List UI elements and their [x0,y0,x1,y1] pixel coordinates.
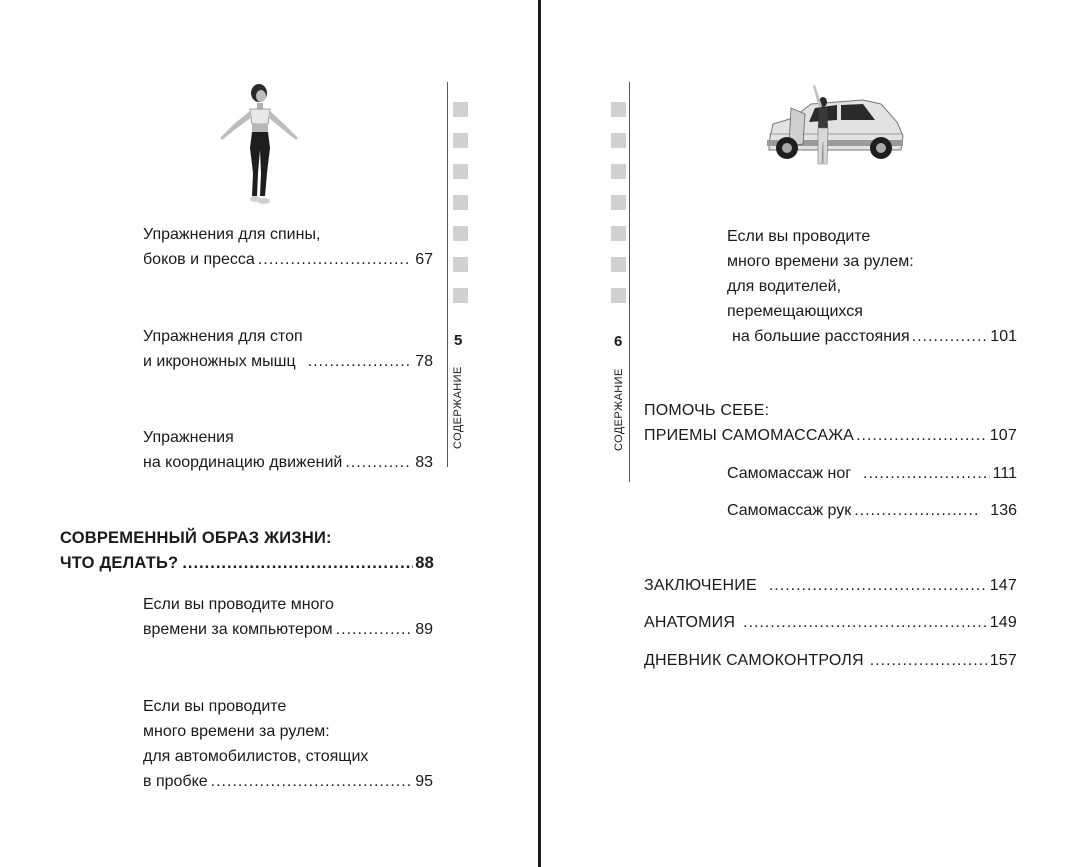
chapter-line: ПОМОЧЬ СЕБЕ: [644,402,770,419]
entry-line: времени за компьютером [143,621,333,638]
entry-line: Упражнения для стоп [143,328,303,345]
entry-line: много времени за рулем: [143,723,330,740]
section-label: СОДЕРЖАНИЕ [452,366,464,449]
toc-entry[interactable] [143,222,433,272]
right-page [541,0,1078,867]
toc-chapter[interactable] [644,648,1017,673]
leader-dots [211,769,410,794]
left-page [0,0,538,867]
marker-square [453,164,468,179]
toc-entry[interactable] [727,498,1017,523]
toc-chapter[interactable] [644,610,1017,635]
marker-square [611,257,626,272]
marker-square [453,288,468,303]
entry-page: 111 [992,465,1017,482]
entry-line: на большие расстояния [732,328,910,345]
marker-square [453,257,468,272]
toc-entry[interactable] [143,324,433,374]
entry-page: 78 [415,353,433,370]
leader-dots [870,648,987,673]
page-number: 5 [454,332,463,349]
marker-square [611,164,626,179]
leader-dots [345,450,410,475]
entry-line: Упражнения [143,429,234,446]
leader-dots [182,551,413,576]
section-label: СОДЕРЖАНИЕ [613,368,625,451]
leader-dots [856,423,988,448]
entry-page: 83 [415,454,433,471]
toc-entry[interactable] [727,461,1017,486]
chapter-line: АНАТОМИЯ [644,614,736,631]
toc-entry[interactable] [143,592,433,642]
entry-line: и икроножных мышц [143,353,296,370]
entry-page: 89 [415,621,433,638]
toc-chapter[interactable] [60,526,434,576]
toc-entry[interactable] [143,694,433,794]
toc-chapter[interactable] [644,398,1017,448]
leader-dots [336,617,410,642]
marker-square [611,288,626,303]
marker-square [453,133,468,148]
chapter-page: 147 [989,577,1017,594]
entry-line: боков и пресса [143,251,255,268]
entry-line: Если вы проводите много [143,596,334,613]
entry-line: много времени за рулем: [727,253,914,270]
leader-dots [769,573,987,598]
entry-line: Если вы проводите [727,228,871,245]
page-number: 6 [614,333,623,350]
chapter-line: СОВРЕМЕННЫЙ ОБРАЗ ЖИЗНИ: [60,529,332,547]
leader-dots [258,247,410,272]
leader-dots [743,610,987,635]
chapter-page: 88 [415,554,434,572]
marker-square [611,133,626,148]
entry-line: на координацию движений [143,454,343,471]
entry-page: 136 [990,502,1017,519]
leader-dots [854,498,978,523]
entry-page: 67 [415,251,433,268]
entry-line: для автомобилистов, стоящих [143,748,369,765]
leader-dots [912,324,989,349]
entry-line: Упражнения для спины, [143,226,321,243]
woman-with-car-illustration [763,84,908,170]
entry-line: Если вы проводите [143,698,287,715]
marker-square [611,102,626,117]
marker-square [453,102,468,117]
leader-dots [308,349,410,374]
chapter-line: ЗАКЛЮЧЕНИЕ [644,577,757,594]
marker-square [453,226,468,241]
marker-square [611,226,626,241]
entry-line: перемещающихся [727,303,863,320]
entry-line: для водителей, [727,278,842,295]
chapter-line: ЧТО ДЕЛАТЬ? [60,554,179,572]
toc-entry[interactable] [727,224,1017,349]
leader-dots [863,461,990,486]
toc-entry[interactable] [143,425,433,475]
marker-square [611,195,626,210]
chapter-page: 107 [989,427,1017,444]
chapter-page: 157 [989,652,1017,669]
chapter-line: ДНЕВНИК САМОКОНТРОЛЯ [644,652,864,669]
entry-line: Самомассаж рук [727,502,852,519]
side-rule [447,82,448,467]
marker-square [453,195,468,210]
chapter-page: 149 [989,614,1017,631]
entry-line: Самомассаж ног [727,465,852,482]
chapter-line: ПРИЕМЫ САМОМАССАЖА [644,427,855,444]
side-rule [629,82,630,482]
entry-line: в пробке [143,773,208,790]
entry-page: 95 [415,773,433,790]
toc-chapter[interactable] [644,573,1017,598]
woman-stretching-illustration [210,78,305,208]
entry-page: 101 [990,328,1017,345]
